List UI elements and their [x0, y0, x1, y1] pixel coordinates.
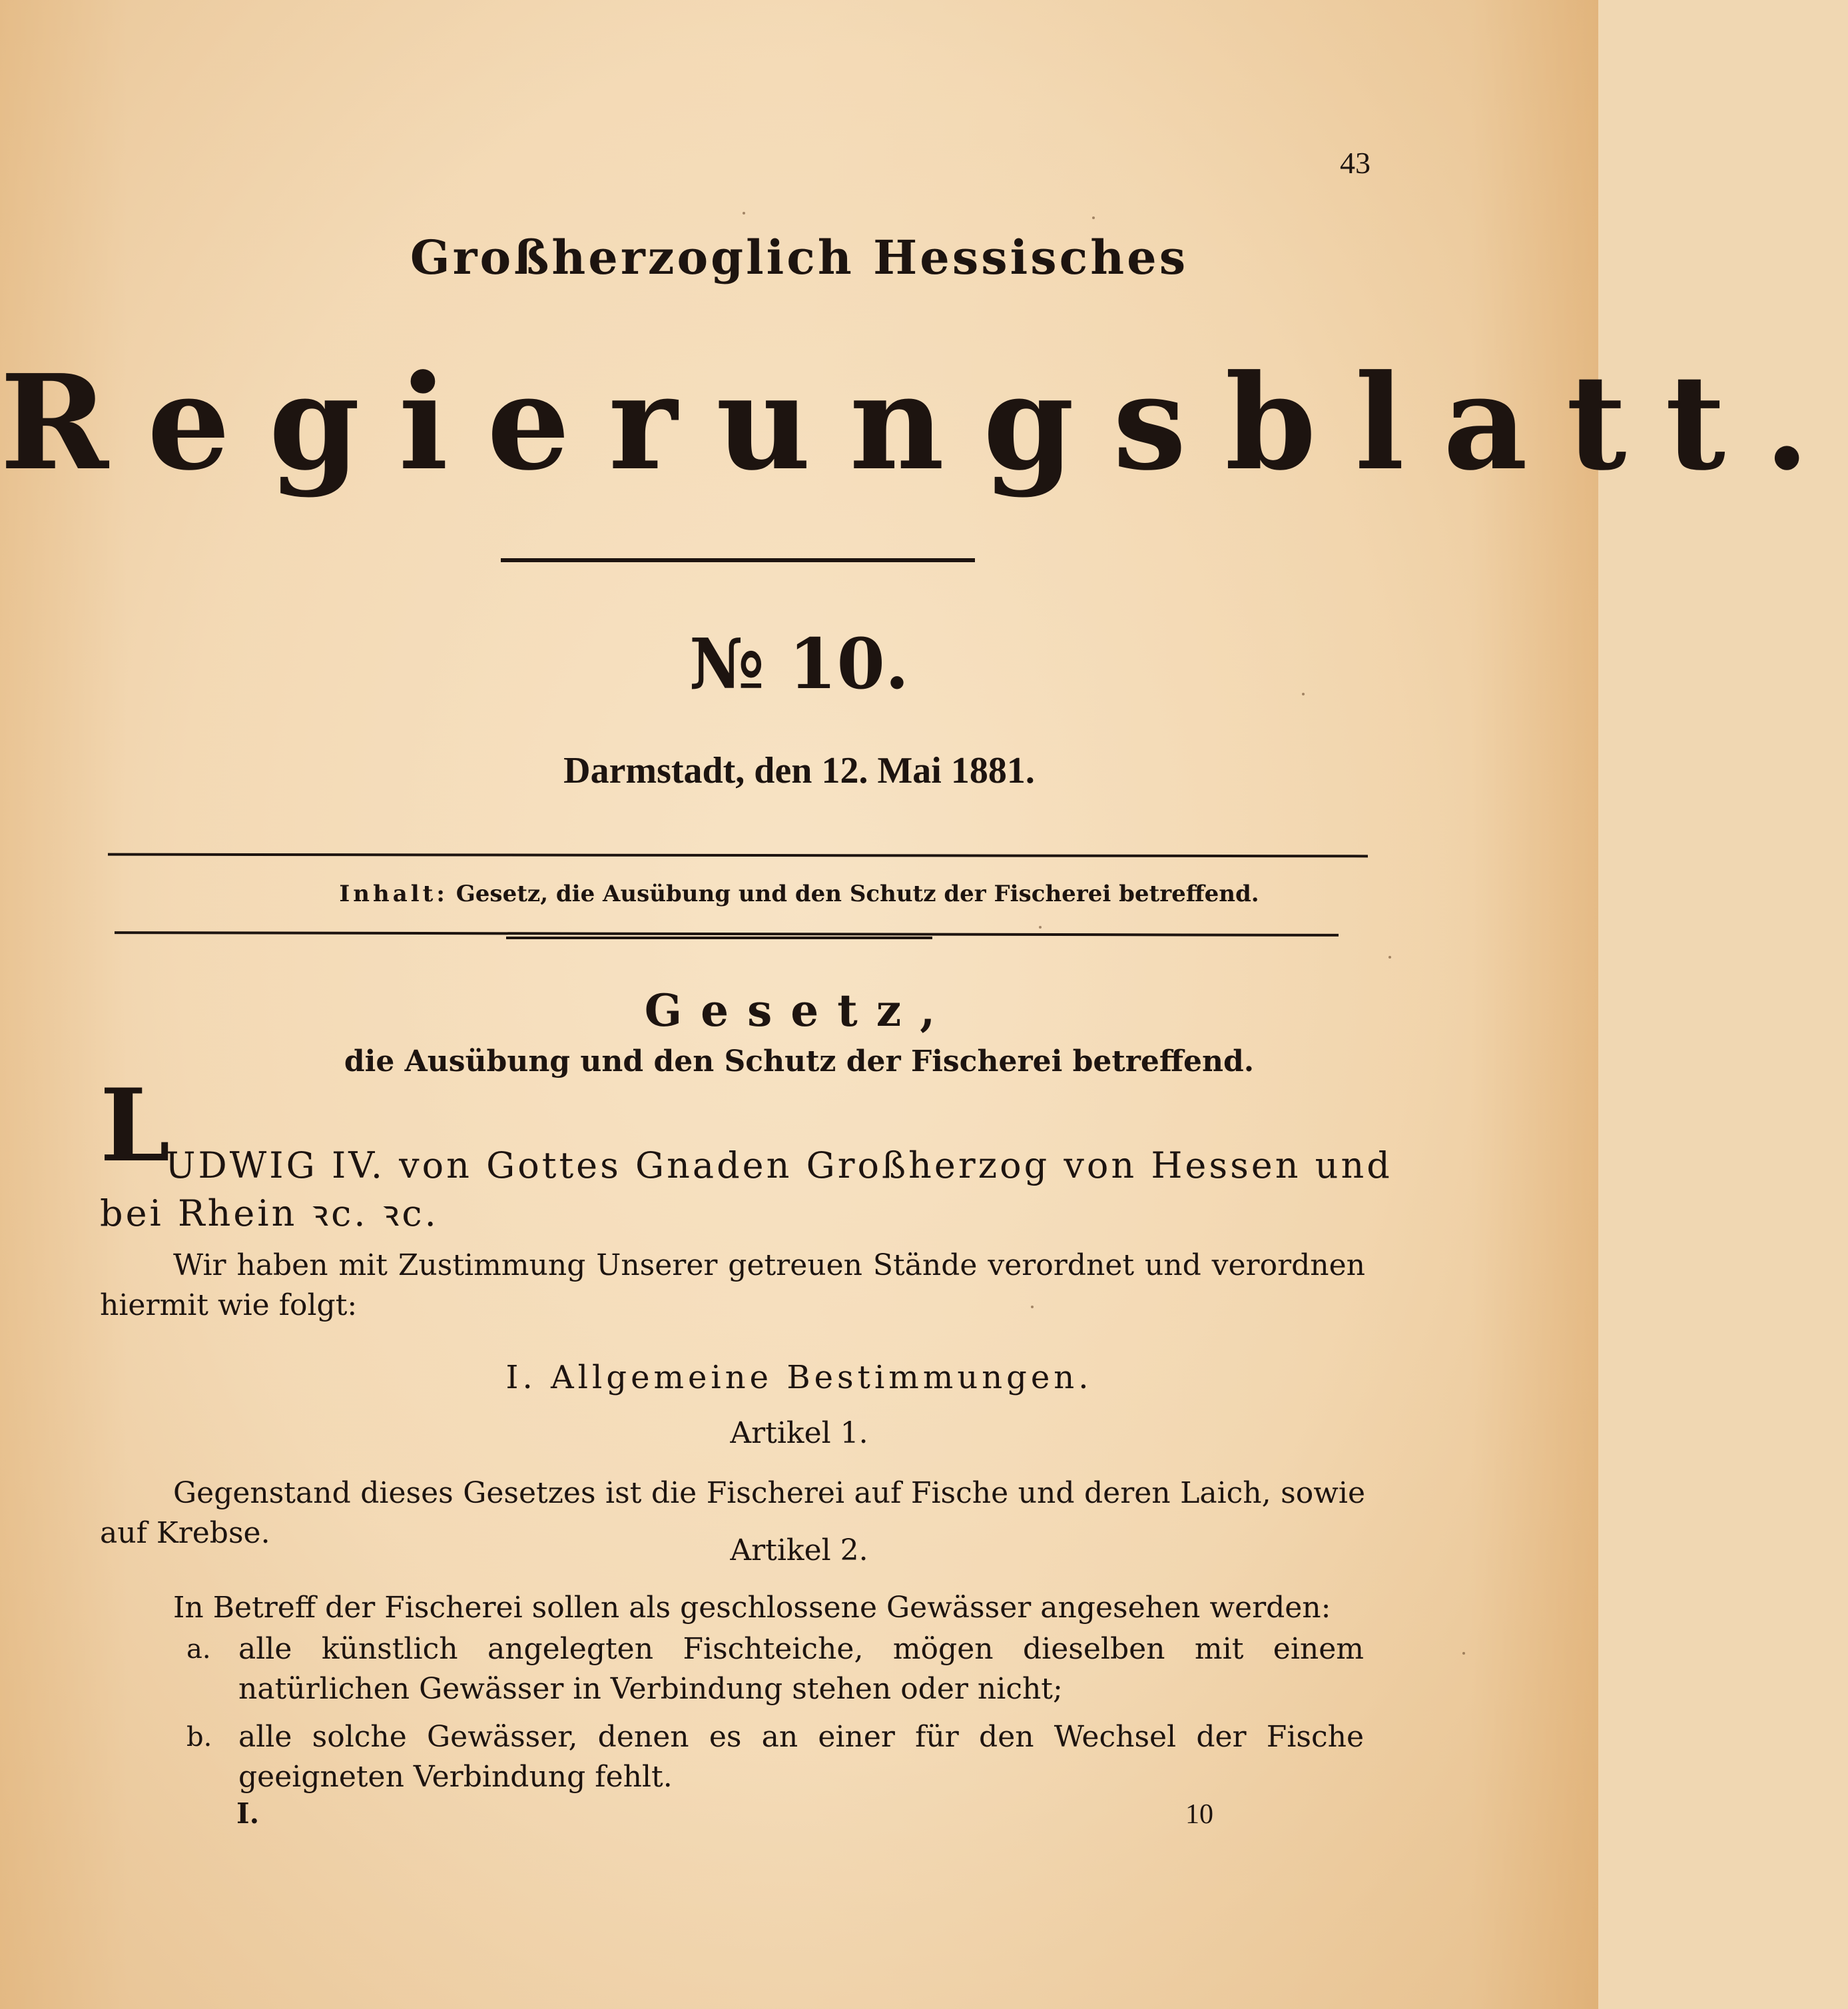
signature-mark: I.: [236, 1797, 260, 1830]
paper-speck: [1388, 956, 1391, 959]
contents-label: Inhalt:: [339, 881, 448, 907]
list-item-b-text: alle solche Gewässer, denen es an einer für den Wechsel der Fische geeigneten Verbindung fehlt.: [238, 1720, 1364, 1794]
paper-speck: [743, 212, 745, 214]
paper-speck: [1031, 1306, 1034, 1308]
paper-speck: [1302, 693, 1305, 695]
page-number: 43: [1340, 146, 1371, 180]
section-heading: I. Allgemeine Bestimmungen.: [505, 1359, 1093, 1396]
sheet-number: 10: [1185, 1799, 1213, 1830]
intro-line-2: bei Rhein ꝛc. ꝛc.: [100, 1192, 439, 1234]
law-title: Gesetz,: [644, 985, 954, 1036]
dateline: Darmstadt, den 12. Mai 1881.: [563, 750, 1035, 791]
kicker-title: Großherzoglich Hessisches: [410, 230, 1189, 285]
article-1-text: Gegenstand dieses Gesetzes ist die Fischerei auf Fische und deren Laich, sowie auf Krebse.: [100, 1476, 1365, 1550]
decree-text: Wir haben mit Zustimmung Unserer getreuen Stände verordnet und verordnen hiermit wie folgt:: [100, 1248, 1365, 1322]
article-2-heading: Artikel 2.: [730, 1533, 868, 1567]
article-2-paragraph: [100, 1588, 1365, 1628]
contents-rule-bottom-thick: [506, 937, 932, 939]
decree-paragraph: [100, 1246, 1365, 1326]
contents-rule-top: [108, 853, 1368, 858]
contents-line: [0, 881, 1598, 907]
law-subtitle: die Ausübung und den Schutz der Fischerei betreffend.: [344, 1044, 1255, 1078]
article-2-text: In Betreff der Fischerei sollen als geschlossene Gewässer angesehen werden:: [173, 1591, 1331, 1625]
list-item-b-letter: b.: [186, 1722, 212, 1753]
article-1-heading: Artikel 1.: [730, 1416, 868, 1450]
paper-speck: [1462, 1652, 1465, 1655]
list-item-a-letter: a.: [186, 1634, 211, 1665]
paper-speck: [1092, 216, 1095, 219]
masthead-rule: [501, 558, 975, 562]
paper-speck: [1039, 926, 1042, 929]
list-item-a-text: alle künstlich angelegten Fischteiche, mögen dieselben mit einem natürlichen Gewässer in Verbindung stehen oder nicht;: [238, 1632, 1364, 1706]
masthead-title: Regierungsblatt.: [0, 346, 1848, 500]
contents-rule-bottom: [115, 931, 1339, 937]
issue-number: № 10.: [689, 623, 910, 705]
contents-text: Gesetz, die Ausübung und den Schutz der Fischerei betreffend.: [456, 881, 1259, 907]
intro-line-1: UDWIG IV. von Gottes Gnaden Großherzog von Hessen und: [165, 1144, 1392, 1186]
intro-dropcap: L: [100, 1067, 170, 1184]
